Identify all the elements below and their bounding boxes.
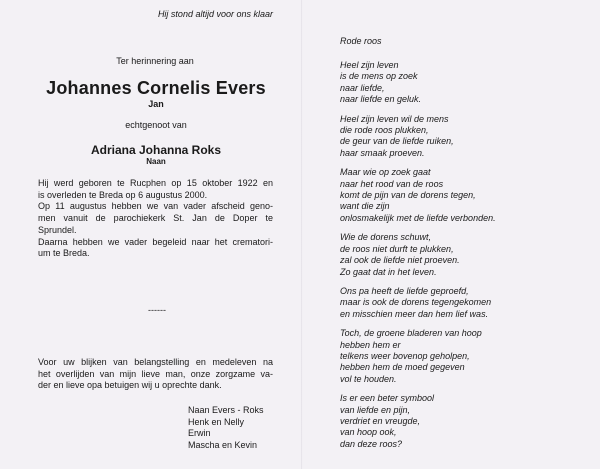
biography	[38, 178, 273, 260]
poem-stanza	[340, 60, 590, 106]
poem-line: dan deze roos?	[340, 438, 403, 449]
poem-line: verdriet en vreugde,	[340, 415, 421, 426]
poem-stanza	[340, 114, 590, 160]
spouse-called-name: Naan	[146, 157, 166, 166]
poem-line: telkens weer bovenop geholpen,	[340, 350, 470, 361]
poem-line: want die zijn	[340, 201, 390, 212]
poem-line: de roos niet durft te plukken,	[340, 243, 454, 254]
poem-line: Toch, de groene bladeren van hoop	[340, 328, 482, 339]
bio-line: Sprundel.	[38, 224, 77, 235]
poem-line: Is er een beter symbool	[340, 393, 435, 404]
thanks-line: Voor uw blijken van belangstelling en medeleven na	[38, 357, 273, 367]
family-member: Henk en Nelly	[188, 416, 245, 427]
poem-stanza	[340, 286, 590, 320]
poem-line: Heel zijn leven	[340, 60, 399, 70]
family-member: Naan Evers - Roks	[188, 405, 264, 415]
poem-stanza	[340, 393, 590, 450]
poem-stanza	[340, 328, 590, 385]
right-page	[303, 0, 600, 469]
bio-line: um te Breda.	[38, 248, 90, 259]
poem-line: van hoop ook,	[340, 427, 397, 438]
family-member: Erwin	[188, 428, 211, 439]
poem-line: naar het rood van de roos	[340, 178, 444, 189]
thanks-text	[38, 357, 273, 392]
separator: ------	[148, 305, 166, 315]
poem-line: naar liefde en geluk.	[340, 94, 422, 105]
bio-line: men vanuit de parochiekerk St. Jan de Doper te	[38, 213, 273, 224]
poem-line: zal ook de liefde niet proeven.	[340, 255, 460, 266]
poem-line: is de mens op zoek	[340, 71, 418, 82]
poem-line: en misschien meer dan hem lief was.	[340, 308, 489, 319]
poem-line: van liefde en pijn,	[340, 404, 411, 415]
family-signatures	[188, 405, 298, 451]
poem-line: hebben hem er	[340, 339, 401, 350]
poem-line: Heel zijn leven wil de mens	[340, 113, 449, 124]
spouse-name: Adriana Johanna Roks	[90, 143, 222, 157]
poem-line: komt de pijn van de dorens tegen,	[340, 190, 476, 201]
deceased-name: Johannes Cornelis Evers	[46, 78, 266, 98]
poem-line: haar smaak proeven.	[340, 147, 425, 158]
motto: Hij stond altijd voor ons klaar	[157, 9, 273, 19]
thanks-line: der en lieve opa betuigen wij u oprechte dank.	[38, 380, 222, 391]
poem-stanza	[340, 232, 590, 278]
deceased-called-name: Jan	[148, 99, 164, 109]
poem-title: Rode roos	[340, 36, 382, 46]
poem	[340, 60, 590, 458]
poem-line: hebben hem de moed gegeven	[340, 362, 465, 373]
poem-line: naar liefde,	[340, 82, 385, 93]
poem-line: Maar wie op zoek gaat	[340, 167, 431, 178]
bio-line: Daarna hebben we vader begeleid naar het crematori-	[38, 236, 273, 247]
poem-line: Wie de dorens schuwt,	[340, 232, 431, 243]
poem-stanza	[340, 167, 590, 224]
family-member: Mascha en Kevin	[188, 439, 258, 450]
thanks-line: het overlijden van mijn lieve man, onze zorgzame va-	[38, 368, 273, 379]
spouse-intro: echtgenoot van	[125, 120, 187, 130]
poem-line: Zo gaat dat in het leven.	[340, 266, 437, 277]
bio-line: Hij werd geboren te Rucphen op 15 oktober 1922 en	[38, 178, 273, 188]
in-memory-line: Ter herinnering aan	[116, 56, 194, 66]
poem-line: vol te houden.	[340, 373, 397, 384]
bio-line: Op 11 augustus hebben we van vader afscheid geno-	[38, 201, 273, 212]
poem-line: Ons pa heeft de liefde geproefd,	[340, 285, 469, 296]
poem-line: die rode roos plukken,	[340, 125, 429, 136]
poem-line: maar is ook de dorens tegengekomen	[340, 297, 492, 308]
bio-line: is overleden te Breda op 6 augustus 2000.	[38, 189, 208, 200]
poem-line: onlosmakelijk met de liefde verbonden.	[340, 212, 496, 223]
poem-line: de geur van de liefde ruiken,	[340, 136, 454, 147]
